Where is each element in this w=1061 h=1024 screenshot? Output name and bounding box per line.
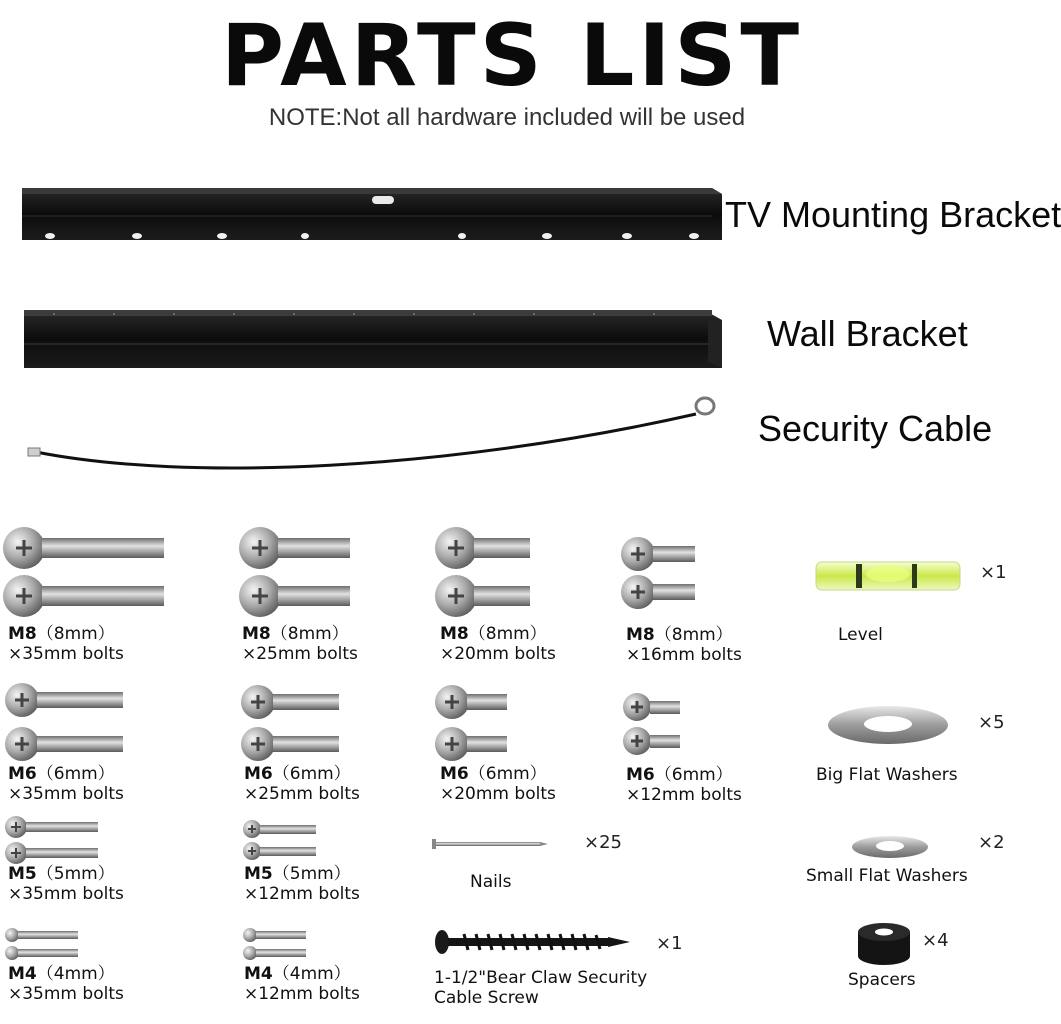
nails-qty: ×25 bbox=[584, 832, 622, 853]
security-cable-icon bbox=[28, 392, 718, 482]
big-washers-qty: ×5 bbox=[978, 712, 1005, 733]
m6-12mm-bolts-icon bbox=[622, 690, 692, 762]
m5-12mm-label: M5（5mm） ×12mm bolts bbox=[244, 864, 360, 904]
level-qty: ×1 bbox=[980, 562, 1007, 583]
m6-20mm-label: M6（6mm） ×20mm bolts bbox=[440, 764, 556, 804]
m8-35mm-label: M8（8mm） ×35mm bolts bbox=[8, 624, 124, 664]
m4-12mm-label: M4（4mm） ×12mm bolts bbox=[244, 964, 360, 1004]
wall-bracket-icon bbox=[24, 306, 724, 372]
m8-25mm-label: M8（8mm） ×25mm bolts bbox=[242, 624, 358, 664]
small-washers-label: Small Flat Washers bbox=[806, 866, 968, 886]
m8-35mm-bolts-icon bbox=[2, 522, 167, 622]
nail-icon bbox=[432, 836, 552, 852]
tv-mounting-bracket-icon bbox=[22, 186, 724, 244]
big-flat-washer-icon bbox=[826, 704, 950, 746]
level-label: Level bbox=[838, 625, 883, 645]
page-title: PARTS LIST bbox=[221, 6, 803, 106]
spacers-label: Spacers bbox=[848, 970, 916, 990]
m6-25mm-bolts-icon bbox=[240, 680, 345, 770]
m4-12mm-bolts-icon bbox=[242, 926, 312, 966]
m6-20mm-bolts-icon bbox=[434, 680, 514, 770]
m8-16mm-bolts-icon bbox=[620, 534, 700, 616]
m4-35mm-label: M4（4mm） ×35mm bolts bbox=[8, 964, 124, 1004]
m5-35mm-bolts-icon bbox=[4, 814, 104, 868]
m6-35mm-bolts-icon bbox=[4, 678, 129, 768]
m5-12mm-bolts-icon bbox=[242, 818, 322, 864]
spacer-icon bbox=[856, 922, 912, 966]
screw-label: 1-1/2"Bear Claw Security Cable Screw bbox=[434, 968, 648, 1008]
small-flat-washer-icon bbox=[850, 834, 930, 860]
small-washers-qty: ×2 bbox=[978, 832, 1005, 853]
tv-mounting-bracket-label: TV Mounting Bracket bbox=[725, 194, 1061, 235]
m8-16mm-label: M8（8mm） ×16mm bolts bbox=[626, 625, 742, 665]
screw-qty: ×1 bbox=[656, 933, 683, 954]
m6-25mm-label: M6（6mm） ×25mm bolts bbox=[244, 764, 360, 804]
m8-20mm-label: M8（8mm） ×20mm bolts bbox=[440, 624, 556, 664]
m6-35mm-label: M6（6mm） ×35mm bolts bbox=[8, 764, 124, 804]
m5-35mm-label: M5（5mm） ×35mm bolts bbox=[8, 864, 124, 904]
wall-bracket-label: Wall Bracket bbox=[767, 313, 968, 354]
hardware-note: NOTE:Not all hardware included will be used bbox=[268, 104, 746, 131]
security-cable-label: Security Cable bbox=[758, 408, 993, 449]
m8-25mm-bolts-icon bbox=[238, 524, 353, 624]
big-washers-label: Big Flat Washers bbox=[816, 765, 958, 785]
nails-label: Nails bbox=[470, 872, 512, 892]
spacers-qty: ×4 bbox=[922, 930, 949, 951]
m4-35mm-bolts-icon bbox=[4, 926, 84, 966]
bubble-level-icon bbox=[816, 560, 962, 592]
m6-12mm-label: M6（6mm） ×12mm bolts bbox=[626, 765, 742, 805]
bear-claw-screw-icon bbox=[434, 928, 634, 958]
m8-20mm-bolts-icon bbox=[434, 524, 534, 624]
